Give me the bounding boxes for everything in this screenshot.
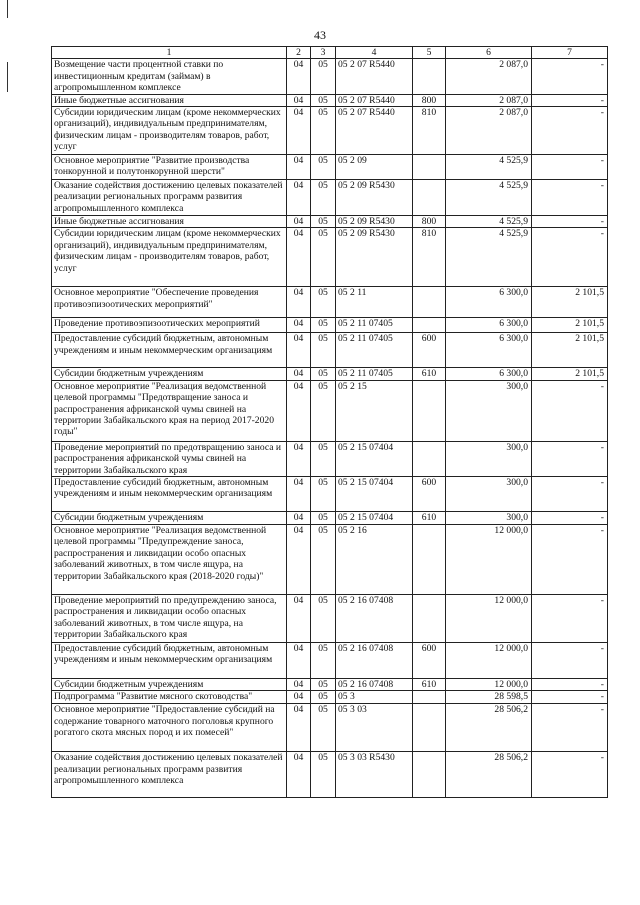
- row-rz: 04: [287, 643, 311, 679]
- row-pr: 05: [311, 318, 336, 333]
- row-name: Основное мероприятие "Реализация ведомственной целевой программы "Предотвращение заноса и распространения африканской чумы свиней на территории Забайкальского края на период 2017-2020 годы": [52, 380, 287, 441]
- column-header: 6: [446, 47, 532, 59]
- column-header: 5: [413, 47, 446, 59]
- row-pr: 05: [311, 512, 336, 525]
- row-name: Проведение мероприятий по предотвращению заноса и распространения африканской чумы свиней на территории Забайкальского края: [52, 441, 287, 476]
- row-sum-2019: 4 525,9: [446, 155, 532, 180]
- table-row: [52, 333, 608, 368]
- row-sum-2020: -: [532, 525, 608, 595]
- table-row: [52, 752, 608, 798]
- row-sum-2020: -: [532, 94, 608, 106]
- row-sum-2020: -: [532, 155, 608, 180]
- row-rz: 04: [287, 752, 311, 798]
- row-name: Проведение мероприятий по предупреждению заноса, распространения и ликвидации особо опасных заболеваний животных, в том числе ящура, на территории Забайкальского края: [52, 595, 287, 643]
- table-row: [52, 180, 608, 216]
- row-csr: 05 3: [336, 691, 413, 704]
- row-rz: 04: [287, 333, 311, 368]
- row-name: Предоставление субсидий бюджетным, автономным учреждениям и иным некоммерческим организациям: [52, 643, 287, 679]
- row-csr: 05 2 11 07405: [336, 333, 413, 368]
- row-csr: 05 2 15 07404: [336, 441, 413, 476]
- row-sum-2019: 12 000,0: [446, 595, 532, 643]
- row-sum-2020: -: [532, 595, 608, 643]
- row-vr: [413, 380, 446, 441]
- row-csr: 05 2 15 07404: [336, 477, 413, 512]
- table-row: [52, 679, 608, 691]
- row-pr: 05: [311, 155, 336, 180]
- row-sum-2020: -: [532, 228, 608, 287]
- row-vr: [413, 691, 446, 704]
- row-pr: 05: [311, 691, 336, 704]
- row-csr: 05 2 15 07404: [336, 512, 413, 525]
- row-pr: 05: [311, 180, 336, 216]
- row-rz: 04: [287, 318, 311, 333]
- row-vr: [413, 752, 446, 798]
- row-pr: 05: [311, 441, 336, 476]
- row-pr: 05: [311, 643, 336, 679]
- row-pr: 05: [311, 595, 336, 643]
- row-csr: 05 2 11 07405: [336, 318, 413, 333]
- budget-table: [51, 46, 608, 798]
- row-rz: 04: [287, 525, 311, 595]
- row-name: Предоставление субсидий бюджетным, автономным учреждениям и иным некоммерческим организациям: [52, 333, 287, 368]
- binding-mark: [7, 0, 8, 18]
- row-vr: [413, 155, 446, 180]
- row-name: Иные бюджетные ассигнования: [52, 216, 287, 228]
- row-name: Субсидии бюджетным учреждениям: [52, 368, 287, 380]
- row-vr: [413, 318, 446, 333]
- page-number: 43: [314, 28, 326, 42]
- row-rz: 04: [287, 595, 311, 643]
- row-sum-2019: 4 525,9: [446, 228, 532, 287]
- table-row: [52, 155, 608, 180]
- row-sum-2020: -: [532, 643, 608, 679]
- row-sum-2020: 2 101,5: [532, 333, 608, 368]
- row-pr: 05: [311, 752, 336, 798]
- row-name: Субсидии бюджетным учреждениям: [52, 512, 287, 525]
- row-sum-2020: -: [532, 180, 608, 216]
- row-rz: 04: [287, 679, 311, 691]
- row-sum-2019: 300,0: [446, 477, 532, 512]
- row-sum-2020: -: [532, 752, 608, 798]
- row-vr: [413, 525, 446, 595]
- row-csr: 05 2 07 R5440: [336, 94, 413, 106]
- table-row: [52, 477, 608, 512]
- row-pr: 05: [311, 59, 336, 94]
- row-csr: 05 2 07 R5440: [336, 59, 413, 94]
- row-pr: 05: [311, 679, 336, 691]
- row-vr: 600: [413, 477, 446, 512]
- table-row: [52, 595, 608, 643]
- row-pr: 05: [311, 216, 336, 228]
- row-sum-2020: -: [532, 380, 608, 441]
- column-header: 1: [52, 47, 287, 59]
- row-sum-2019: 4 525,9: [446, 180, 532, 216]
- table-row: [52, 318, 608, 333]
- row-name: Проведение противоэпизоотических мероприятий: [52, 318, 287, 333]
- row-vr: 600: [413, 643, 446, 679]
- row-vr: [413, 287, 446, 318]
- row-pr: 05: [311, 380, 336, 441]
- row-sum-2019: 2 087,0: [446, 59, 532, 94]
- row-rz: 04: [287, 441, 311, 476]
- row-csr: 05 2 09 R5430: [336, 180, 413, 216]
- row-sum-2020: -: [532, 691, 608, 704]
- row-pr: 05: [311, 477, 336, 512]
- row-vr: 810: [413, 107, 446, 155]
- row-rz: 04: [287, 94, 311, 106]
- table-row: [52, 287, 608, 318]
- row-name: Основное мероприятие "Развитие производства тонкорунной и полутонкорунной шерсти": [52, 155, 287, 180]
- row-name: Основное мероприятие "Предоставление субсидий на содержание товарного маточного поголовья крупного рогатого скота мясных пород и их помесей": [52, 704, 287, 752]
- row-rz: 04: [287, 512, 311, 525]
- row-vr: [413, 704, 446, 752]
- row-pr: 05: [311, 704, 336, 752]
- row-sum-2020: -: [532, 679, 608, 691]
- row-rz: 04: [287, 704, 311, 752]
- row-sum-2020: 2 101,5: [532, 318, 608, 333]
- row-sum-2020: 2 101,5: [532, 368, 608, 380]
- row-sum-2020: -: [532, 216, 608, 228]
- row-csr: 05 3 03: [336, 704, 413, 752]
- table-row: [52, 94, 608, 106]
- row-sum-2019: 28 506,2: [446, 752, 532, 798]
- row-rz: 04: [287, 380, 311, 441]
- table-row: [52, 512, 608, 525]
- row-rz: 04: [287, 155, 311, 180]
- row-rz: 04: [287, 368, 311, 380]
- row-sum-2019: 12 000,0: [446, 643, 532, 679]
- row-sum-2020: -: [532, 512, 608, 525]
- row-rz: 04: [287, 287, 311, 318]
- row-name: Основное мероприятие "Реализация ведомственной целевой программы "Предупреждение заноса, распространения и ликвидации особо опасных заболеваний животных, в том числе ящура, на территории Забайкальского края (2018-2020 годы)": [52, 525, 287, 595]
- row-csr: 05 2 09 R5430: [336, 216, 413, 228]
- column-header: 7: [532, 47, 608, 59]
- row-rz: 04: [287, 59, 311, 94]
- row-name: Основное мероприятие "Обеспечение проведения противоэпизоотических мероприятий": [52, 287, 287, 318]
- row-pr: 05: [311, 368, 336, 380]
- row-sum-2020: -: [532, 107, 608, 155]
- row-sum-2019: 12 000,0: [446, 679, 532, 691]
- row-sum-2019: 28 506,2: [446, 704, 532, 752]
- row-vr: [413, 595, 446, 643]
- table-row: [52, 216, 608, 228]
- row-rz: 04: [287, 216, 311, 228]
- row-pr: 05: [311, 107, 336, 155]
- row-sum-2019: 6 300,0: [446, 318, 532, 333]
- row-sum-2020: 2 101,5: [532, 287, 608, 318]
- row-vr: 600: [413, 333, 446, 368]
- row-name: Подпрограмма "Развитие мясного скотоводства": [52, 691, 287, 704]
- row-sum-2020: -: [532, 477, 608, 512]
- row-sum-2020: -: [532, 704, 608, 752]
- row-vr: 610: [413, 368, 446, 380]
- row-pr: 05: [311, 287, 336, 318]
- row-csr: 05 2 16: [336, 525, 413, 595]
- row-sum-2019: 4 525,9: [446, 216, 532, 228]
- table-row: [52, 441, 608, 476]
- row-vr: 610: [413, 512, 446, 525]
- row-vr: 610: [413, 679, 446, 691]
- row-vr: [413, 59, 446, 94]
- row-sum-2020: -: [532, 441, 608, 476]
- row-csr: 05 2 16 07408: [336, 643, 413, 679]
- row-csr: 05 2 07 R5440: [336, 107, 413, 155]
- row-sum-2019: 300,0: [446, 380, 532, 441]
- table-row: [52, 691, 608, 704]
- row-sum-2019: 2 087,0: [446, 107, 532, 155]
- row-rz: 04: [287, 107, 311, 155]
- row-rz: 04: [287, 228, 311, 287]
- row-pr: 05: [311, 228, 336, 287]
- table-row: [52, 228, 608, 287]
- row-sum-2019: 6 300,0: [446, 368, 532, 380]
- column-header: 2: [287, 47, 311, 59]
- row-pr: 05: [311, 525, 336, 595]
- row-name: Оказание содействия достижению целевых показателей реализации региональных программ развития агропромышленного комплекса: [52, 180, 287, 216]
- row-vr: 810: [413, 228, 446, 287]
- row-pr: 05: [311, 94, 336, 106]
- row-vr: [413, 441, 446, 476]
- table-row: [52, 643, 608, 679]
- binding-mark: [7, 62, 8, 92]
- row-csr: 05 2 15: [336, 380, 413, 441]
- row-csr: 05 2 09 R5430: [336, 228, 413, 287]
- row-name: Иные бюджетные ассигнования: [52, 94, 287, 106]
- row-sum-2019: 12 000,0: [446, 525, 532, 595]
- column-header: 3: [311, 47, 336, 59]
- row-sum-2019: 2 087,0: [446, 94, 532, 106]
- row-sum-2019: 6 300,0: [446, 287, 532, 318]
- column-header: 4: [336, 47, 413, 59]
- table-row: [52, 107, 608, 155]
- row-name: Оказание содействия достижению целевых показателей реализации региональных программ развития агропромышленного комплекса: [52, 752, 287, 798]
- column-header-row: [52, 47, 608, 59]
- row-name: Предоставление субсидий бюджетным, автономным учреждениям и иным некоммерческим организациям: [52, 477, 287, 512]
- row-rz: 04: [287, 477, 311, 512]
- row-sum-2020: -: [532, 59, 608, 94]
- row-vr: 800: [413, 94, 446, 106]
- row-vr: 800: [413, 216, 446, 228]
- row-name: Субсидии бюджетным учреждениям: [52, 679, 287, 691]
- row-pr: 05: [311, 333, 336, 368]
- row-rz: 04: [287, 180, 311, 216]
- row-sum-2019: 28 598,5: [446, 691, 532, 704]
- row-vr: [413, 180, 446, 216]
- table-row: [52, 380, 608, 441]
- table-row: [52, 59, 608, 94]
- row-sum-2019: 300,0: [446, 441, 532, 476]
- table-row: [52, 368, 608, 380]
- row-csr: 05 2 09: [336, 155, 413, 180]
- row-csr: 05 2 16 07408: [336, 679, 413, 691]
- table-row: [52, 704, 608, 752]
- row-name: Возмещение части процентной ставки по инвестиционным кредитам (займам) в агропромышленном комплексе: [52, 59, 287, 94]
- row-csr: 05 3 03 R5430: [336, 752, 413, 798]
- row-csr: 05 2 16 07408: [336, 595, 413, 643]
- row-csr: 05 2 11: [336, 287, 413, 318]
- row-csr: 05 2 11 07405: [336, 368, 413, 380]
- row-name: Субсидии юридическим лицам (кроме некоммерческих организаций), индивидуальным предпринимателям, физическим лицам - производителям товаров, работ, услуг: [52, 228, 287, 287]
- row-name: Субсидии юридическим лицам (кроме некоммерческих организаций), индивидуальным предпринимателям, физическим лицам - производителям товаров, работ, услуг: [52, 107, 287, 155]
- row-sum-2019: 6 300,0: [446, 333, 532, 368]
- row-sum-2019: 300,0: [446, 512, 532, 525]
- row-rz: 04: [287, 691, 311, 704]
- table-row: [52, 525, 608, 595]
